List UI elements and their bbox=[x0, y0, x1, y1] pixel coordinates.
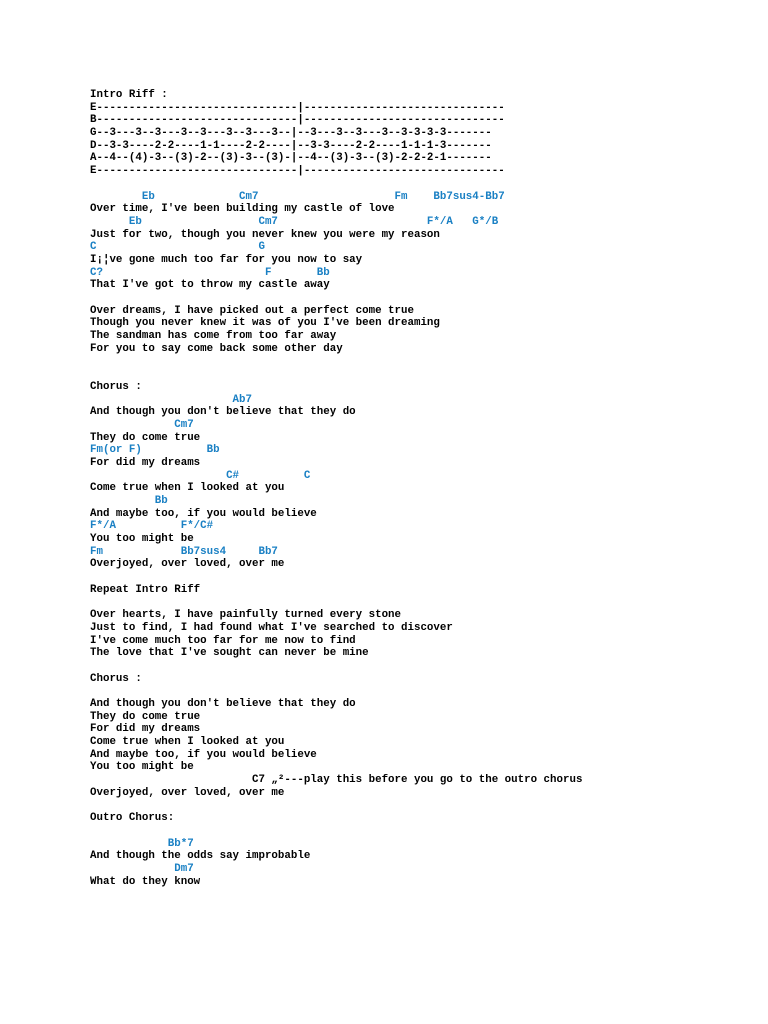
lyric-line: Just for two, though you never knew you were my reason bbox=[90, 228, 440, 241]
lyric-line: I¡¦ve gone much too far for you now to say bbox=[90, 253, 363, 266]
chord-line: Fm Bb7sus4 Bb7 bbox=[90, 545, 278, 558]
lyric-line: D--3-3----2-2----1-1----2-2----|--3-3----2-2----1-1-1-3------- bbox=[90, 139, 492, 152]
lyric-line: You too might be bbox=[90, 533, 194, 546]
lyric-line: They do come true bbox=[90, 710, 201, 723]
chord-line: C# C bbox=[90, 469, 311, 482]
lyric-line: Chorus : bbox=[90, 672, 142, 685]
chord-line: Fm(or F) Bb bbox=[90, 444, 220, 457]
lyric-line: For did my dreams bbox=[90, 723, 201, 736]
lyric-line: The sandman has come from too far away bbox=[90, 330, 337, 343]
blank-line bbox=[90, 800, 750, 813]
lyric-line: And maybe too, if you would believe bbox=[90, 507, 317, 520]
lyric-line: Repeat Intro Riff bbox=[90, 583, 201, 596]
blank-line bbox=[90, 292, 750, 305]
lyric-line: E-------------------------------|------------------------------- bbox=[90, 101, 505, 114]
chord-line: C G bbox=[90, 241, 265, 254]
lyric-line: That I've got to throw my castle away bbox=[90, 279, 330, 292]
lyric-line: Chorus : bbox=[90, 380, 142, 393]
lyric-line: Over dreams, I have picked out a perfect come true bbox=[90, 304, 414, 317]
chord-line: Bb*7 bbox=[90, 837, 194, 850]
lyric-line: B-------------------------------|------------------------------- bbox=[90, 114, 505, 127]
lyric-line: E-------------------------------|------------------------------- bbox=[90, 165, 505, 178]
chord-line: Ab7 bbox=[90, 393, 252, 406]
blank-line bbox=[90, 685, 750, 698]
blank-line bbox=[90, 571, 750, 584]
lyric-line: Just to find, I had found what I've searched to discover bbox=[90, 621, 453, 634]
lyric-line: They do come true bbox=[90, 431, 201, 444]
lyric-line: I've come much too far for me now to find bbox=[90, 634, 356, 647]
lyric-line: For you to say come back some other day bbox=[90, 342, 343, 355]
lyric-line: And though the odds say improbable bbox=[90, 850, 311, 863]
chord-line: Bb bbox=[90, 495, 168, 507]
blank-line bbox=[90, 178, 750, 191]
chord-line: F*/A F*/C# bbox=[90, 520, 214, 533]
blank-line bbox=[90, 597, 750, 610]
chord-line: Eb Cm7 F*/A G*/B bbox=[90, 215, 499, 228]
lyric-line: C7 „²---play this before you go to the outro chorus bbox=[90, 774, 583, 787]
chord-line: Cm7 bbox=[90, 418, 194, 431]
lyric-line: A--4--(4)-3--(3)-2--(3)-3--(3)-|--4--(3)-3--(3)-2-2-2-1------- bbox=[90, 152, 492, 165]
lyric-line: Intro Riff : bbox=[90, 89, 168, 101]
lyrics-document bbox=[90, 89, 750, 888]
lyric-line: Outro Chorus: bbox=[90, 812, 175, 825]
lyric-line: Overjoyed, over loved, over me bbox=[90, 558, 285, 571]
chord-line: Dm7 bbox=[90, 862, 194, 875]
lyric-line: You too might be bbox=[90, 761, 194, 774]
lyric-line: Come true when I looked at you bbox=[90, 736, 285, 749]
lyric-line: Overjoyed, over loved, over me bbox=[90, 786, 285, 799]
lyric-line: Though you never knew it was of you I've been dreaming bbox=[90, 317, 440, 330]
lyric-line: The love that I've sought can never be mine bbox=[90, 647, 369, 660]
lyric-line: And though you don't believe that they do bbox=[90, 406, 356, 419]
blank-line bbox=[90, 825, 750, 838]
blank-line bbox=[90, 355, 750, 368]
lyric-line: For did my dreams bbox=[90, 456, 201, 469]
blank-line bbox=[90, 660, 750, 673]
chord-line: Eb Cm7 Fm Bb7sus4-Bb7 bbox=[90, 190, 505, 203]
lyric-line: What do they know bbox=[90, 875, 201, 888]
lyric-line: And maybe too, if you would believe bbox=[90, 748, 317, 761]
lyric-line: G--3---3--3---3--3---3--3---3--|--3---3--3---3--3-3-3-3------- bbox=[90, 127, 492, 140]
lyric-line: Over hearts, I have painfully turned every stone bbox=[90, 609, 402, 622]
chord-line: C? F Bb bbox=[90, 266, 330, 279]
lyric-line: And though you don't believe that they do bbox=[90, 698, 356, 710]
lyric-line: Come true when I looked at you bbox=[90, 482, 285, 495]
lyric-line: Over time, I've been building my castle of love bbox=[90, 203, 395, 216]
blank-line bbox=[90, 368, 750, 381]
